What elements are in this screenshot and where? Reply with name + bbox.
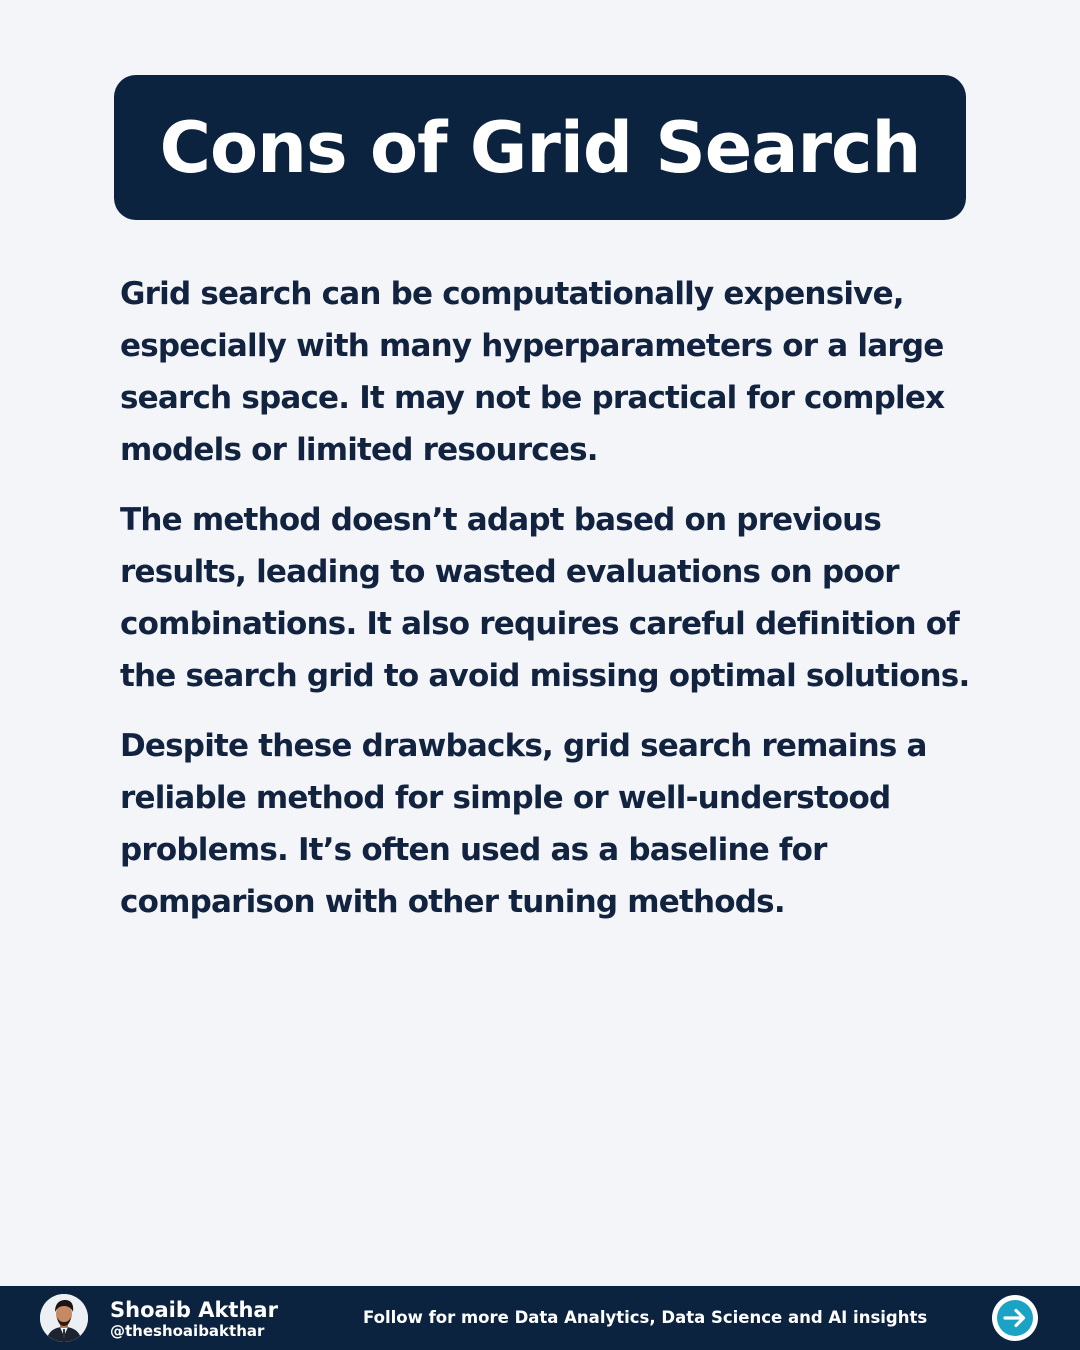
author-name: Shoaib Akthar: [110, 1298, 278, 1322]
title-banner: [114, 75, 966, 220]
avatar-portrait-icon: [40, 1294, 88, 1342]
follow-tagline: Follow for more Data Analytics, Data Science and AI insights: [363, 1308, 928, 1327]
arrow-right-circle-icon: [992, 1295, 1038, 1341]
author-handle[interactable]: @theshoaibakthar: [110, 1322, 265, 1340]
paragraph-non-adaptive: The method doesn’t adapt based on previous results, leading to wasted evaluations on poor combinations. It also requires careful definition of the search grid to avoid missing optimal solutions.: [120, 502, 970, 694]
next-slide-button[interactable]: [992, 1295, 1038, 1341]
page-title: Cons of Grid Search: [159, 106, 921, 189]
paragraph-conclusion: Despite these drawbacks, grid search remains a reliable method for simple or well-understood problems. It’s often used as a baseline for comparison with other tuning methods.: [120, 728, 927, 920]
footer-bar: [0, 1286, 1080, 1350]
avatar: [40, 1294, 88, 1342]
paragraph-computational-cost: Grid search can be computationally expensive, especially with many hyperparameters or a large search space. It may not be practical for complex models or limited resources.: [120, 276, 945, 468]
content-body: [120, 268, 970, 946]
